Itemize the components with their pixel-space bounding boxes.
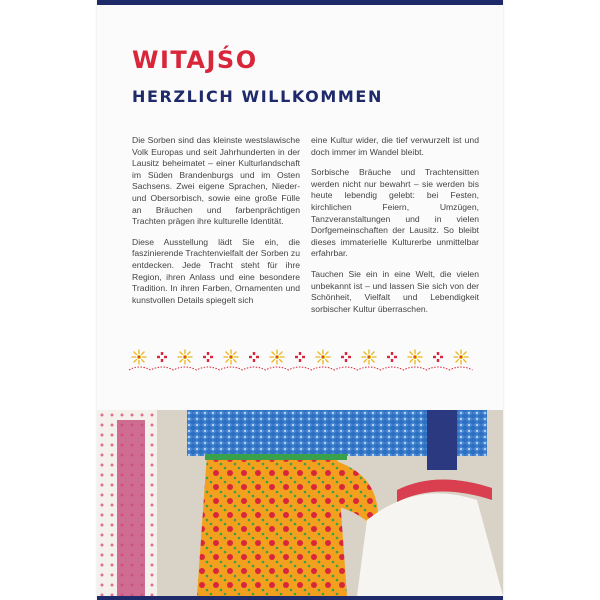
paragraph: Die Sorben sind das kleinste westslawische Volk Europas und seit Jahrhunderten in der Lausitz beheimatet – einer Kulturlandschaft im Süden Brandenburgs und im Osten Sachsens. Zwei eigene Sprachen, Nieder- und Obersorbisch, sowie eine große Fülle an Bräuchen und farbenprächtigen Trachten prägen ihre kulturelle Identität. [132,135,300,227]
paragraph: eine Kultur wider, die tief verwurzelt ist und doch immer im Wandel bleibt. [311,135,479,157]
cross-motif [295,352,305,362]
right-ribbon [427,410,457,470]
cross-motif [249,352,259,362]
dotted-wave [129,367,473,370]
paragraph: Sorbische Bräuche und Trachtensitten werden nicht nur bewahrt – sie werden bis heute lebendig gelebt: bei Festen, kirchlichen Feiern, Umzügen, Tanzveranstaltungen und in vielen Dorfgemeinschaften der Lausitz. So bleibt dieses immaterielle Kulturerbe unmittelbar erfahrbar. [311,167,479,259]
top-border [97,0,503,5]
flower-motif [270,350,284,364]
cross-motif [387,352,397,362]
title-sorbian: WITAJŚO [132,46,258,74]
cross-motif [341,352,351,362]
flower-motif [316,350,330,364]
paragraph: Diese Ausstellung lädt Sie ein, die faszinierende Trachtenvielfalt der Sorben zu entdecken. Jede Tracht steht für ihre Region, ihren Anlass und eine besondere Tradition. In ihren Farben, Ornamenten und kunstvollen Details spiegelt sich [132,236,300,305]
cross-motif [203,352,213,362]
flower-motif [454,350,468,364]
bottom-border [97,596,503,600]
left-ribbon [117,420,145,596]
sorbian-costume-photo [97,410,503,596]
cross-motif [157,352,167,362]
paragraph: Tauchen Sie ein in eine Welt, die vielen unbekannt ist – und lassen Sie sich von der Schönheit, Vielfalt und Lebendigkeit sorbischer Kultur überraschen. [311,268,479,314]
title-german: HERZLICH WILLKOMMEN [132,87,383,106]
brochure-page [97,0,503,600]
flower-motif [362,350,376,364]
text-column-right [311,135,479,324]
flower-motif [178,350,192,364]
cross-motif [433,352,443,362]
flower-motif [132,350,146,364]
embroidery-ornament-border [127,345,473,377]
text-column-left [132,135,300,315]
flower-motif [224,350,238,364]
green-edging [205,454,347,460]
flower-motif [408,350,422,364]
